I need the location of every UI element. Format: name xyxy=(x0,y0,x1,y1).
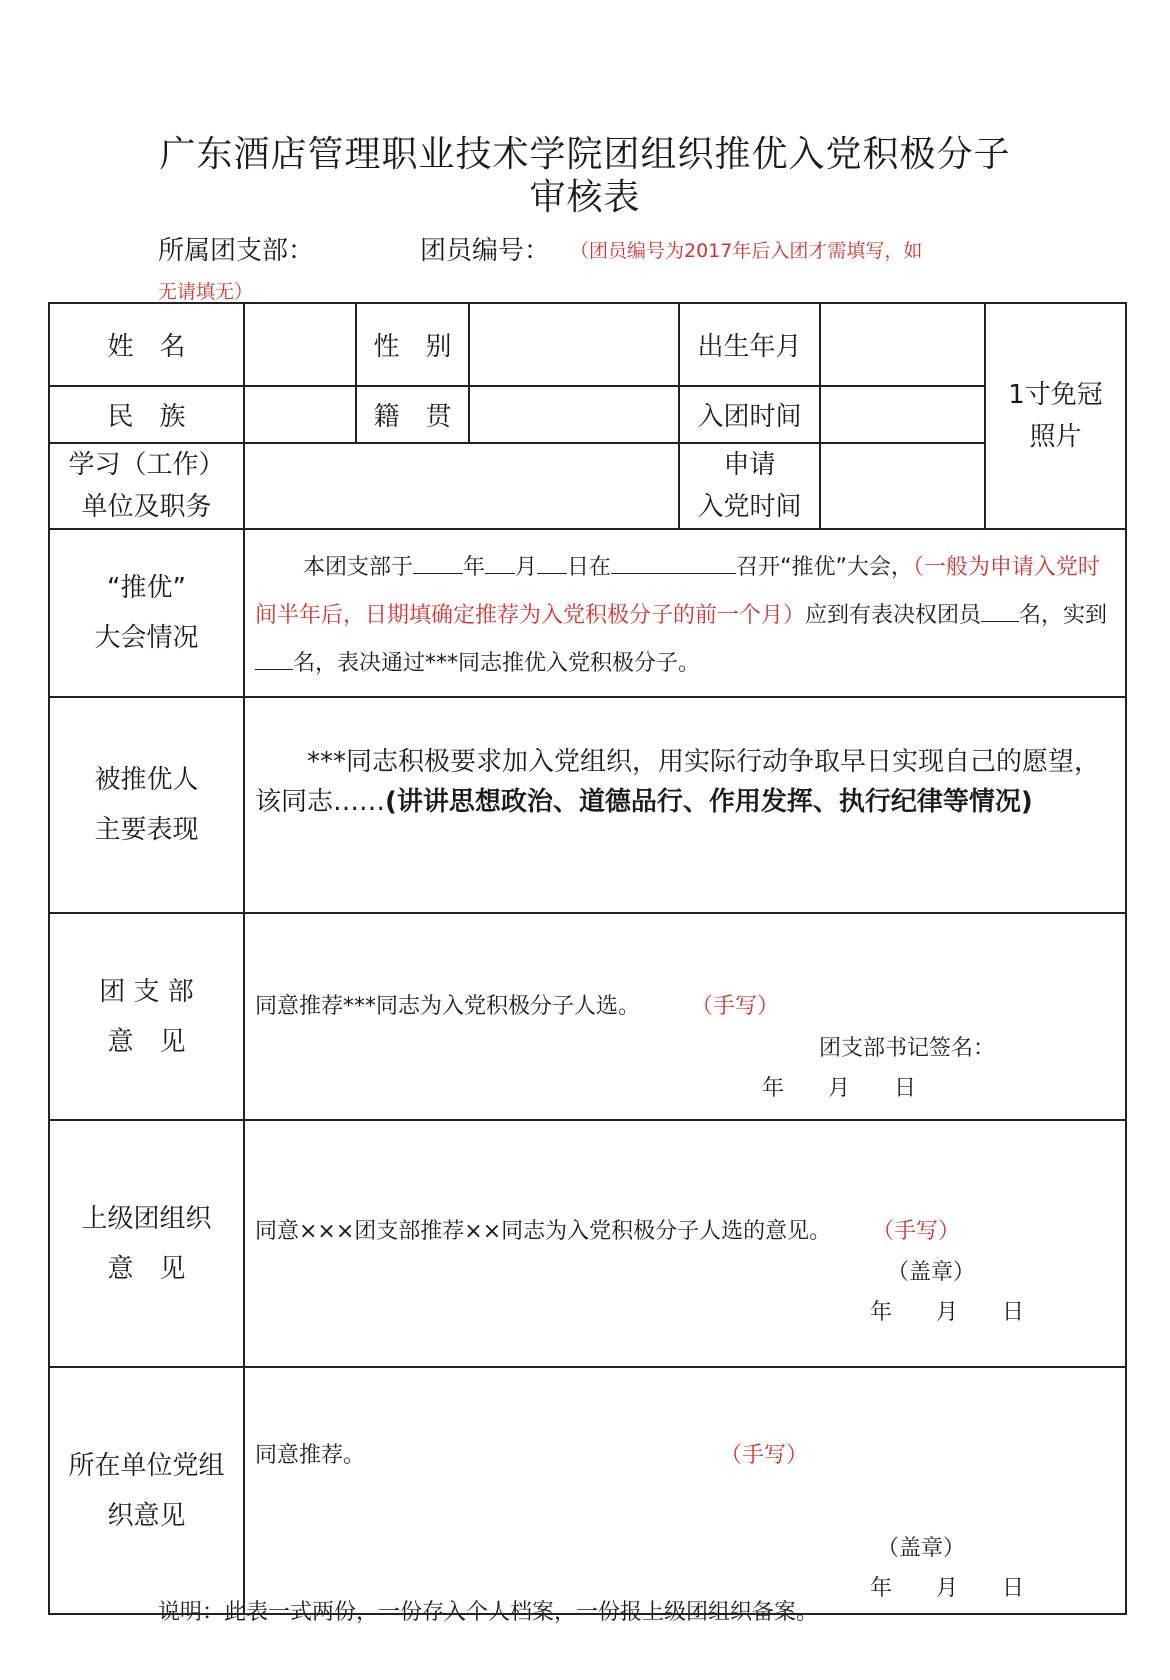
birth-label: 出生年月 xyxy=(679,303,820,386)
performance-label xyxy=(49,697,244,913)
photo-label-2: 照片 xyxy=(1029,422,1082,452)
member-no-note-cont: 无请填无） xyxy=(158,281,254,303)
apply-label xyxy=(679,443,820,529)
party-opinion-label-1: 所在单位党组 xyxy=(68,1450,225,1481)
blank-place[interactable] xyxy=(611,553,736,574)
native-value[interactable] xyxy=(469,386,679,443)
performance-label-2: 主要表现 xyxy=(94,815,199,845)
branch-opinion-content[interactable] xyxy=(244,913,1126,1120)
unit-label-2: 单位及职务 xyxy=(81,492,212,522)
party-opinion-content[interactable] xyxy=(244,1367,1126,1614)
party-opinion-label-2: 织意见 xyxy=(107,1500,186,1531)
performance-paragraph: ***同志积极要求加入党组织，用实际行动争取早日实现自己的愿望，该同志……(讲讲思想政治、道德品行、作用发挥、执行纪律等情况) xyxy=(255,747,1101,817)
upper-opinion-handwrite: （手写） xyxy=(872,1219,961,1244)
blank-year[interactable] xyxy=(413,553,463,574)
branch-opinion-label-1: 团 支 部 xyxy=(99,976,194,1007)
upper-opinion-label-1: 上级团组织 xyxy=(81,1203,212,1234)
gender-label: 性 别 xyxy=(356,303,469,386)
name-value[interactable] xyxy=(244,303,356,386)
branch-opinion-label-2: 意 见 xyxy=(107,1026,186,1057)
upper-opinion-seal: （盖章） xyxy=(887,1260,976,1285)
ethnicity-value[interactable] xyxy=(244,386,356,443)
party-opinion-date: 年 月 日 xyxy=(870,1576,1025,1601)
party-opinion-text: 同意推荐。 xyxy=(255,1443,366,1468)
name-label: 姓 名 xyxy=(49,303,244,386)
apply-label-1: 申请 xyxy=(723,450,776,480)
blank-expected[interactable] xyxy=(981,601,1019,622)
blank-day[interactable] xyxy=(537,553,567,574)
gender-value[interactable] xyxy=(469,303,679,386)
branch-label: 所属团支部： xyxy=(158,236,315,266)
blank-present[interactable] xyxy=(255,649,293,670)
upper-opinion-label-2: 意 见 xyxy=(107,1253,186,1284)
party-opinion-label xyxy=(49,1367,244,1614)
photo-label-1: 1寸免冠 xyxy=(1008,380,1103,410)
member-no-label: 团员编号： xyxy=(420,236,551,266)
branch-opinion-handwrite: （手写） xyxy=(691,994,780,1019)
form-title-line2: 审核表 xyxy=(529,177,641,218)
meeting-label-1: “推优” xyxy=(107,573,186,603)
upper-opinion-label xyxy=(49,1120,244,1367)
apply-value[interactable] xyxy=(820,443,985,529)
upper-opinion-text: 同意×××团支部推荐××同志为入党积极分子人选的意见。 xyxy=(255,1219,832,1244)
member-no-note: （团员编号为2017年后入团才需填写，如 xyxy=(570,240,923,262)
league-join-value[interactable] xyxy=(820,386,985,443)
performance-label-1: 被推优人 xyxy=(94,765,199,795)
branch-opinion-label xyxy=(49,913,244,1120)
meeting-note: （一般为申请入党时间半年后，日期填确定推荐为入党积极分子的前一个月） xyxy=(255,555,1100,628)
party-opinion-seal: （盖章） xyxy=(877,1536,966,1561)
party-opinion-handwrite: （手写） xyxy=(720,1443,809,1468)
apply-label-2: 入党时间 xyxy=(697,492,802,522)
league-join-label: 入团时间 xyxy=(679,386,820,443)
ethnicity-label: 民 族 xyxy=(49,386,244,443)
meeting-content[interactable] xyxy=(244,529,1126,697)
native-label: 籍 贯 xyxy=(356,386,469,443)
branch-opinion-date: 年 月 日 xyxy=(762,1076,917,1101)
form-title-line1: 广东酒店管理职业技术学院团组织推优入党积极分子 xyxy=(159,134,1011,175)
review-form-table xyxy=(48,302,1127,1615)
secretary-signature-label: 团支部书记签名： xyxy=(819,1036,996,1061)
upper-opinion-date: 年 月 日 xyxy=(870,1300,1025,1325)
footer-note: 说明：此表一式两份，一份存入个人档案，一份报上级团组织备案。 xyxy=(158,1600,819,1625)
upper-opinion-content[interactable] xyxy=(244,1120,1126,1367)
branch-opinion-text: 同意推荐***同志为入党积极分子人选。 xyxy=(255,994,641,1019)
performance-content[interactable] xyxy=(244,697,1126,913)
unit-value[interactable] xyxy=(244,443,679,529)
unit-label xyxy=(49,443,244,529)
performance-guide: (讲讲思想政治、道德品行、作用发挥、执行纪律等情况) xyxy=(385,787,1033,817)
meeting-label xyxy=(49,529,244,697)
birth-value[interactable] xyxy=(820,303,985,386)
photo-cell[interactable] xyxy=(985,303,1126,529)
unit-label-1: 学习（工作） xyxy=(68,450,225,480)
meeting-label-2: 大会情况 xyxy=(94,623,199,653)
meeting-paragraph: 本团支部于 年 月 日在 召开“推优”大会，（一般为申请入党时间半年后，日期填确定推荐为入党积极分子的前一个月）应到有表决权团员 名，实到名，表决通过***同志推优入党积极分子。 xyxy=(255,555,1108,676)
blank-month[interactable] xyxy=(485,553,515,574)
